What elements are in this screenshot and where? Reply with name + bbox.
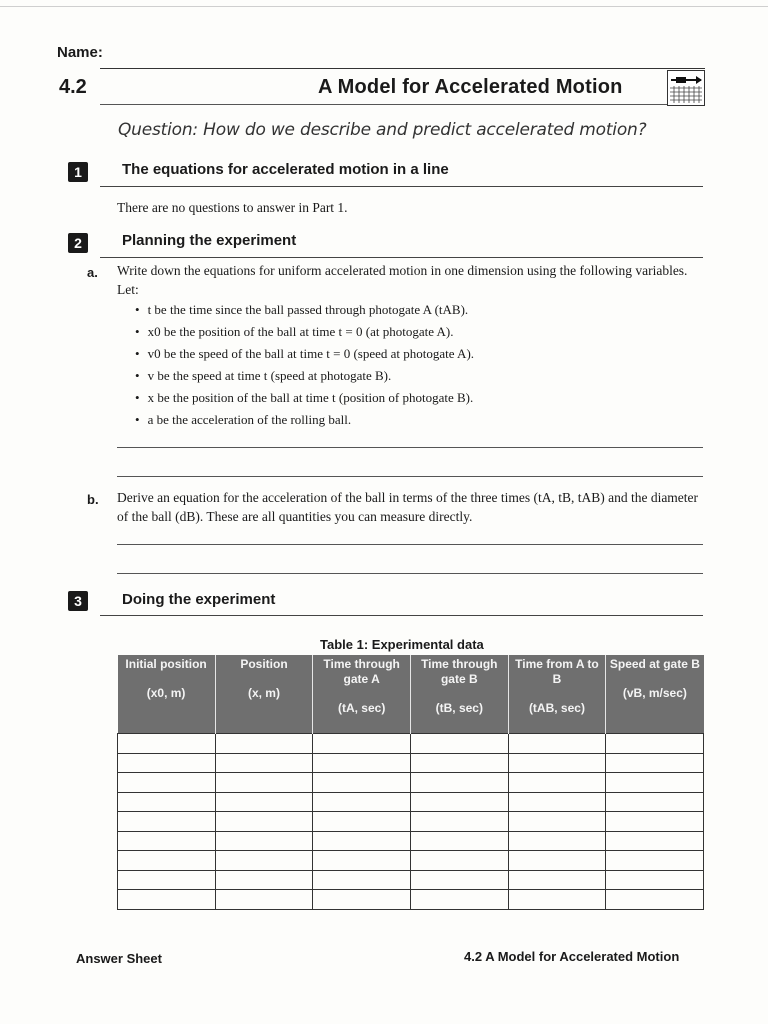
lesson-number: 4.2 [59,76,87,98]
variable-list [135,299,474,431]
table-row [118,773,704,793]
section-1-badge: 1 [68,162,88,182]
item-b-text: Derive an equation for the acceleration of the ball in terms of the three times (tA, tB, tAB) and the diameter of the ball (dB). These are all quantities you can measure directly. [117,490,699,524]
table-row [118,812,704,832]
answer-line-a2[interactable] [117,476,703,477]
section-1-text: There are no questions to answer in Part 1. [117,200,348,215]
list-item: • x be the position of the ball at time t (position of photogate B). [135,387,474,409]
list-item: • v0 be the speed of the ball at time t = 0 (speed at photogate A). [135,343,474,365]
lesson-question: Question: How do we describe and predict accelerated motion? [118,120,647,140]
experimental-data-table [117,655,704,910]
list-item: • a be the acceleration of the rolling ball. [135,409,474,431]
name-underline [100,68,705,69]
table-row [118,870,704,890]
section-2-title: Planning the experiment [122,232,297,249]
answer-line-b2[interactable] [117,573,703,574]
name-label: Name: [57,44,103,61]
item-a-label: a. [87,265,98,280]
footer-lesson-title: 4.2 A Model for Accelerated Motion [464,949,680,964]
table-caption: Table 1: Experimental data [320,637,484,652]
answer-line-b1[interactable] [117,544,703,545]
ramp-and-car-icon [667,70,705,106]
table-row [118,831,704,851]
table-row [118,890,704,910]
table-row [118,851,704,871]
section-3-badge: 3 [68,591,88,611]
footer-answer-sheet: Answer Sheet [76,951,162,966]
section-2-badge: 2 [68,233,88,253]
section-1-title: The equations for accelerated motion in a line [122,161,449,178]
table-row [118,734,704,754]
table-header-row [118,655,704,734]
column-header-time-a-to-b: Time from A to B (tAB, sec) [508,655,606,734]
column-header-time-gate-b: Time through gate B (tB, sec) [410,655,508,734]
column-header-time-gate-a: Time through gate A (tA, sec) [313,655,411,734]
section-3-title: Doing the experiment [122,591,276,608]
list-item: • t be the time since the ball passed through photogate A (tAB). [135,299,474,321]
column-header-speed-gate-b: Speed at gate B (vB, m/sec) [606,655,704,734]
top-border-rule [0,6,768,7]
item-a-text: Write down the equations for uniform accelerated motion in one dimension using the following variables. Let: [117,263,688,297]
column-header-position: Position (x, m) [215,655,313,734]
answer-line-a1[interactable] [117,447,703,448]
title-underline [100,104,705,105]
list-item: • v be the speed at time t (speed at photogate B). [135,365,474,387]
section-3-rule [100,615,703,616]
section-2-rule [100,257,703,258]
list-item: • x0 be the position of the ball at time t = 0 (at photogate A). [135,321,474,343]
page-title: A Model for Accelerated Motion [318,76,623,98]
item-b-label: b. [87,492,99,507]
section-1-rule [100,186,703,187]
column-header-initial-position: Initial position (x0, m) [118,655,216,734]
table-row [118,753,704,773]
table-row [118,792,704,812]
